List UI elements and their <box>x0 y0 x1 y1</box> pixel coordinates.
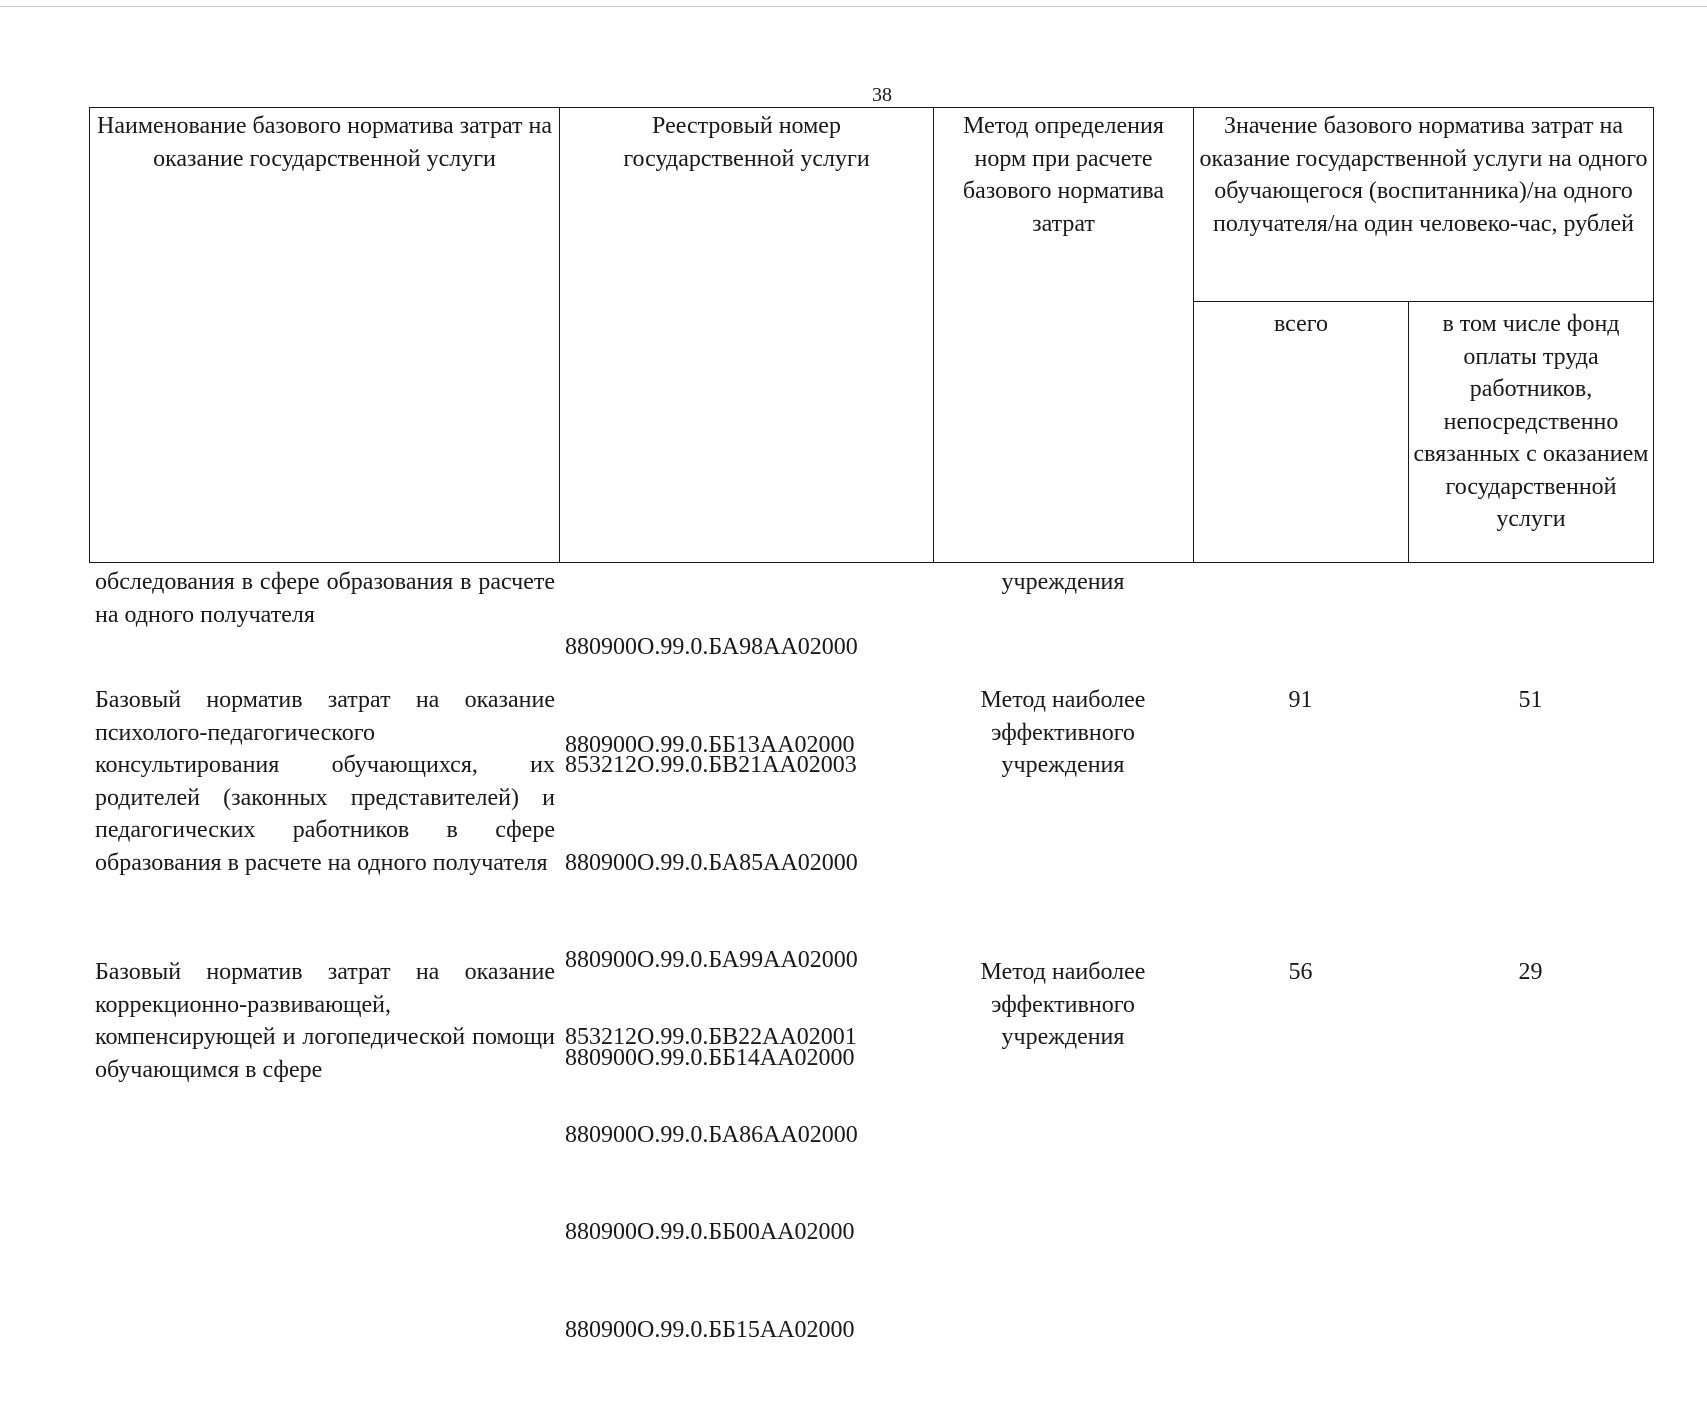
row-fund: 29 <box>1518 959 1543 985</box>
header-col-fund: в том числе фонд оплаты труда работников, непосредственно связанных с оказанием государственной услуги <box>1409 302 1654 563</box>
registry-number: 880900О.99.0.БА99АА02000 <box>565 947 858 973</box>
header-col-name: Наименование базового норматива затрат на оказание государственной услуги <box>90 108 560 563</box>
header-col-method: Метод определения норм при расчете базового норматива затрат <box>934 108 1194 563</box>
registry-number: 853212О.99.0.БВ21АА02003 <box>565 752 857 778</box>
row-method: учреждения <box>1001 569 1125 595</box>
row-name: Базовый норматив затрат на оказание психолого-педагогического консультирования обучающихся, их родителей (законных представителей) и педагогических работников в сфере образования в расчете на одного получателя <box>95 687 555 876</box>
registry-number: 880900О.99.0.ББ00АА02000 <box>565 1219 855 1245</box>
registry-number: 853212О.99.0.БВ22АА02001 <box>565 1024 857 1050</box>
row-name: обследования в сфере образования в расчете на одного получателя <box>95 569 555 628</box>
row-name: Базовый норматив затрат на оказание коррекционно-развивающей, компенсирующей и логопедической помощи обучающимся в сфере <box>95 959 555 1083</box>
registry-number: 880900О.99.0.ББ15АА02000 <box>565 1316 855 1343</box>
registry-number: 880900О.99.0.БА86АА02000 <box>565 1121 858 1148</box>
page-number: 38 <box>872 84 892 106</box>
header-col-registry: Реестровый номер государственной услуги <box>560 108 934 563</box>
row-method: Метод наиболее эффективного учреждения <box>980 687 1146 778</box>
row-total: 91 <box>1288 687 1313 713</box>
registry-number: 880900О.99.0.ББ13АА02000 <box>565 731 855 758</box>
row-fund: 51 <box>1518 687 1543 713</box>
header-col-value: Значение базового норматива затрат на оказание государственной услуги на одного обучающегося (воспитанника)/на одного получателя/на один человеко-час, рублей <box>1194 108 1654 302</box>
header-col-total: всего <box>1194 302 1409 563</box>
registry-number: 880900О.99.0.БА98АА02000 <box>565 634 858 660</box>
row-total: 56 <box>1288 959 1313 985</box>
row-registry <box>565 956 905 1411</box>
registry-number: 880900О.99.0.ББ14АА02000 <box>565 1044 855 1071</box>
registry-number: 880900О.99.0.БА85АА02000 <box>565 849 858 876</box>
page-top-rule <box>0 6 1707 7</box>
table-header <box>89 107 1654 563</box>
row-method: Метод наиболее эффективного учреждения <box>980 959 1146 1050</box>
